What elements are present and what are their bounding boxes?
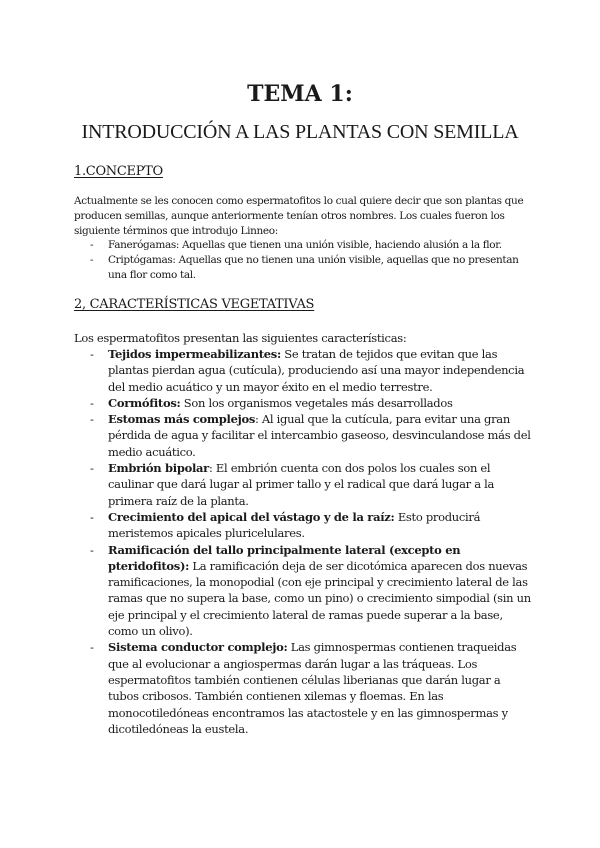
section-heading-concepto: 1.CONCEPTO xyxy=(74,164,163,179)
list-item-text: Criptógamas: Aquellas que no tienen una unión visible, aquellas que no presentan una flor como tal. xyxy=(108,254,519,281)
term-label: Cormófitos: xyxy=(108,395,181,410)
list-item xyxy=(74,460,534,509)
caracteristicas-intro: Los espermatofitos presentan las siguientes características: xyxy=(74,331,407,345)
term-description: Las gimnospermas contienen traqueidas que al evolucionar a angiospermas darán lugar a las tráqueas. Los espermatofitos también contienen células liberianas que darán lugar a tubos cribosos. También contienen xilemas y floemas. En las monocotiledóneas encontramos las atactostele y en las gimnospermas y dicotiledóneas la eustela. xyxy=(108,640,517,736)
term-description: Esto producirá meristemos apicales pluricelulares. xyxy=(108,509,481,541)
section-heading-caracteristicas: 2, CARACTERÍSTICAS VEGETATIVAS xyxy=(74,297,315,312)
concepto-list xyxy=(74,238,530,283)
page-title: TEMA 1: xyxy=(247,81,353,107)
term-label: Ramificación del tallo principalmente lateral (excepto en pteridofitos): xyxy=(108,542,461,573)
list-item-text: Fanerógamas: Aquellas que tienen una unión visible, haciendo alusión a la flor. xyxy=(108,239,502,251)
term-description: : Al igual que la cutícula, para evitar una gran pérdida de agua y facilitar el intercambio gaseoso, desvinculandose más del medio acuático. xyxy=(108,412,531,459)
term-label: Estomas más complejos xyxy=(108,412,255,427)
term-description: Son los organismos vegetales más desarrollados xyxy=(180,395,453,410)
caracteristicas-list xyxy=(74,346,534,737)
list-item xyxy=(74,346,534,395)
term-label: Crecimiento del apical del vástago y de la raíz: xyxy=(108,509,395,524)
dash-bullet: - xyxy=(90,640,94,655)
dash-bullet: - xyxy=(90,542,94,557)
list-item xyxy=(74,509,534,542)
dash-bullet: - xyxy=(90,239,94,251)
list-item xyxy=(74,238,530,253)
term-description: Se tratan de tejidos que evitan que las plantas pierdan agua (cutícula), produciendo así una mayor independencia del medio acuático y un mayor éxito en el medio terrestre. xyxy=(108,347,525,394)
list-item xyxy=(74,411,534,460)
dash-bullet: - xyxy=(90,347,94,361)
term-description: La ramificación deja de ser dicotómica aparecen dos nuevas ramificaciones, la monopodial (con eje principal y crecimiento lateral de las ramas que no supera la base, como un pino) o crecimiento simpodial (sin un eje principal y el crecimiento lateral de ramas puede superar a la base, como un olivo). xyxy=(108,558,531,639)
page-subtitle: INTRODUCCIÓN A LAS PLANTAS CON SEMILLA xyxy=(81,121,519,143)
dash-bullet: - xyxy=(90,412,94,427)
list-item xyxy=(74,542,534,640)
term-label: Embrión bipolar xyxy=(108,461,209,476)
list-item xyxy=(74,639,534,737)
dash-bullet: - xyxy=(90,509,94,524)
list-item xyxy=(74,395,534,411)
dash-bullet: - xyxy=(90,395,94,410)
dash-bullet: - xyxy=(90,461,94,476)
term-label: Sistema conductor complejo: xyxy=(108,640,288,655)
dash-bullet: - xyxy=(90,254,94,266)
concepto-paragraph: Actualmente se les conocen como espermatofitos lo cual quiere decir que son plantas que producen semillas, aunque anteriormente tenían otros nombres. Los cuales fueron los siguiente términos que introdujo Linneo: xyxy=(74,195,524,237)
list-item xyxy=(74,253,530,283)
term-description: : El embrión cuenta con dos polos los cuales son el caulinar que dará lugar al primer tallo y el radical que dará lugar a la primera raíz de la planta. xyxy=(108,461,495,508)
term-label: Tejidos impermeabilizantes: xyxy=(108,347,281,361)
